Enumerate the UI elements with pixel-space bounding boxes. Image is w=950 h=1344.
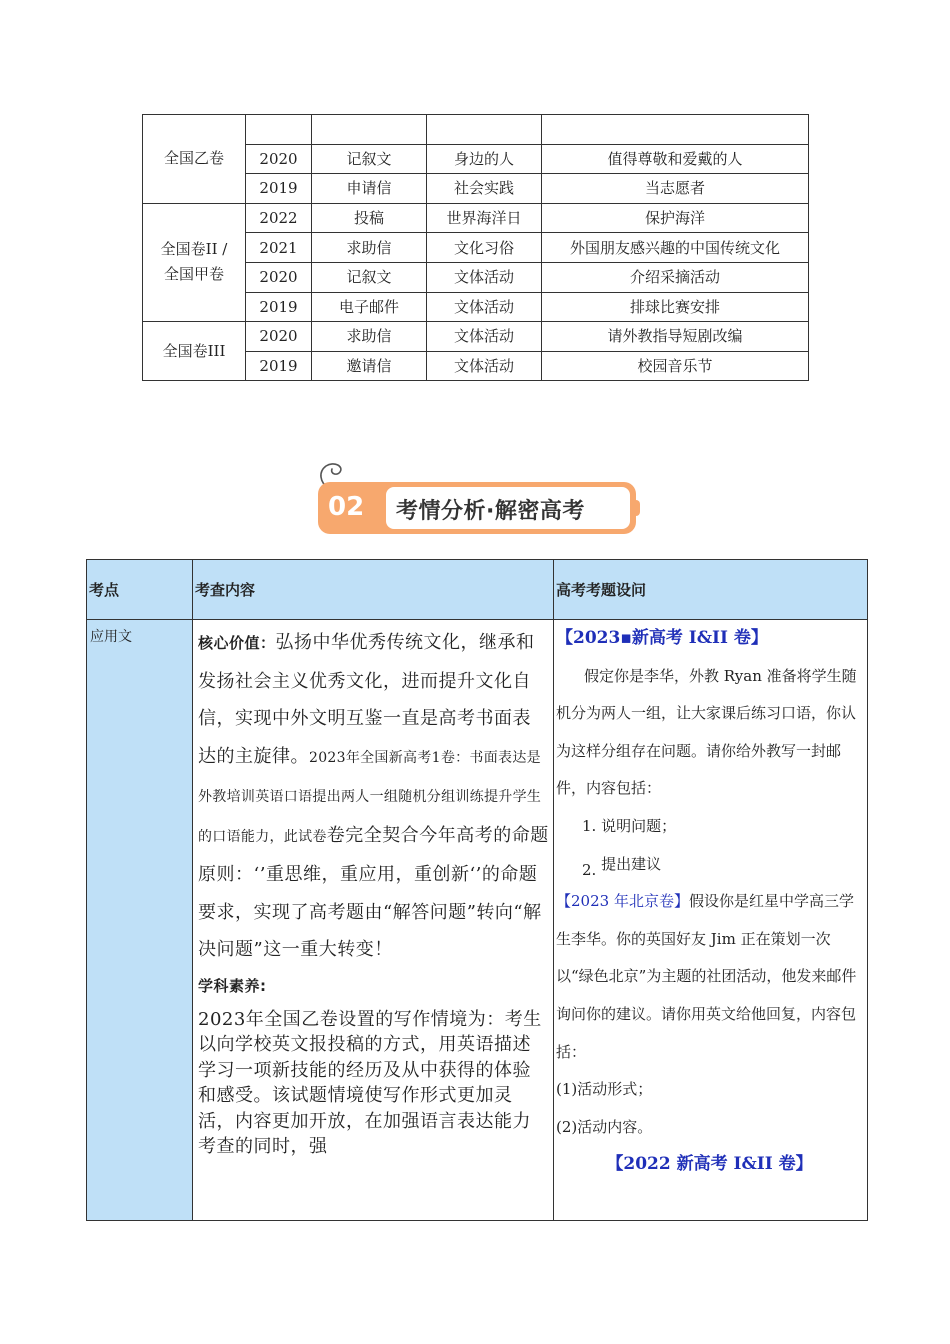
theme-cell: 文体活动 bbox=[427, 262, 542, 292]
content-cell bbox=[193, 620, 554, 1221]
banner-tab bbox=[632, 500, 640, 516]
core-value-text-small: 2023年全国新高考1卷：书面表达是外教培训英语口语提出两人一组随机分组训练提升学生的口语能力，此试卷 bbox=[198, 749, 542, 845]
topic-cell: 介绍采摘活动 bbox=[542, 262, 809, 292]
category-cell: 应用文 bbox=[87, 620, 193, 1221]
topic-cell: 排球比赛安排 bbox=[542, 292, 809, 322]
item-text: 提出建议 bbox=[601, 854, 662, 873]
region-cell bbox=[143, 203, 246, 321]
core-value-label: 核心价值： bbox=[198, 634, 276, 652]
exam-summary-table bbox=[142, 114, 809, 381]
question-item: (1)活动形式； bbox=[556, 1080, 653, 1099]
theme-cell: 文体活动 bbox=[427, 322, 542, 352]
year-cell: 2020 bbox=[246, 144, 312, 174]
region-cell: 全国乙卷 bbox=[143, 115, 246, 204]
literacy-text: 2023年全国乙卷设置的写作情境为：考生以向学校英文报投稿的方式，用英语描述学习一项新技能的经历及从中获得的体验和感受。该试题情境使写作形式更加灵活，内容更加开放，在加强语言表达能力考查的同时，强 bbox=[198, 1008, 542, 1157]
year-cell: 2022 bbox=[246, 203, 312, 233]
region-line: 全国甲卷 bbox=[163, 265, 224, 284]
question-text: 假设你是红星中学高三学生李华。你的英国好友 Jim 正在策划一次以“绿色北京”为主题的社团活动，他发来邮件询问你的建议。请你用英文给他回复，内容包括： bbox=[556, 892, 857, 1061]
content-text bbox=[193, 620, 553, 1160]
table-row bbox=[87, 620, 868, 1221]
header-cell: 高考考题设问 bbox=[554, 560, 868, 620]
empty-cell bbox=[427, 115, 542, 145]
genre-cell: 投稿 bbox=[312, 203, 427, 233]
header-cell: 考查内容 bbox=[193, 560, 554, 620]
literacy-label: 学科素养: bbox=[198, 976, 267, 995]
question-item: (2)活动内容。 bbox=[556, 1117, 653, 1136]
topic-cell: 值得尊敬和爱戴的人 bbox=[542, 144, 809, 174]
year-cell: 2019 bbox=[246, 351, 312, 381]
table-header-row bbox=[87, 560, 868, 620]
theme-cell: 文体活动 bbox=[427, 292, 542, 322]
questions-cell bbox=[554, 620, 868, 1221]
section-number: 02 bbox=[328, 492, 365, 522]
year-cell: 2019 bbox=[246, 174, 312, 204]
analysis-table bbox=[86, 559, 868, 1221]
table-row bbox=[143, 322, 809, 352]
question-title: 【2023 年北京卷】 bbox=[556, 892, 689, 911]
theme-cell: 社会实践 bbox=[427, 174, 542, 204]
year-cell: 2019 bbox=[246, 292, 312, 322]
year-cell: 2020 bbox=[246, 262, 312, 292]
question-block bbox=[556, 883, 863, 1071]
topic-cell: 保护海洋 bbox=[542, 203, 809, 233]
core-value-text: 弘扬中华优秀传统文化，继承和发扬社会主义优秀文化，进而提升文化自信，实现中外文明互鉴一直是高考书面表达的主旋律。 bbox=[198, 632, 535, 767]
section-title: 考情分析·解密高考 bbox=[396, 499, 585, 524]
genre-cell: 记叙文 bbox=[312, 144, 427, 174]
empty-cell bbox=[246, 115, 312, 145]
question-item bbox=[556, 846, 863, 884]
empty-cell bbox=[542, 115, 809, 145]
questions-text bbox=[554, 620, 867, 1184]
genre-cell: 求助信 bbox=[312, 322, 427, 352]
genre-cell: 申请信 bbox=[312, 174, 427, 204]
topic-cell: 校园音乐节 bbox=[542, 351, 809, 381]
theme-cell: 身边的人 bbox=[427, 144, 542, 174]
table-row bbox=[143, 115, 809, 145]
genre-cell: 求助信 bbox=[312, 233, 427, 263]
question-title: 【2022 新高考 I&II 卷】 bbox=[606, 1154, 813, 1175]
topic-cell: 外国朋友感兴趣的中国传统文化 bbox=[542, 233, 809, 263]
year-cell: 2020 bbox=[246, 322, 312, 352]
table-row bbox=[143, 203, 809, 233]
theme-cell: 世界海洋日 bbox=[427, 203, 542, 233]
core-value-text-tail: 卷完全契合今年高考的命题原则：‘’重思维，重应用，重创新‘’的命题要求，实现了高考题由“解答问题”转向“解决问题”这一重大转变！ bbox=[198, 824, 549, 960]
genre-cell: 电子邮件 bbox=[312, 292, 427, 322]
region-line: 全国卷II / bbox=[160, 239, 228, 258]
question-text: 假定你是李华，外教 Ryan 准备将学生随机分为两人一组，让大家课后练习口语，你认为这样分组存在问题。请你给外教写一封邮件，内容包括： bbox=[556, 666, 857, 798]
empty-cell bbox=[312, 115, 427, 145]
genre-cell: 记叙文 bbox=[312, 262, 427, 292]
genre-cell: 邀请信 bbox=[312, 351, 427, 381]
item-number: 2. bbox=[582, 860, 597, 879]
header-cell: 考点 bbox=[87, 560, 193, 620]
theme-cell: 文体活动 bbox=[427, 351, 542, 381]
year-cell: 2021 bbox=[246, 233, 312, 263]
topic-cell: 当志愿者 bbox=[542, 174, 809, 204]
question-title: 【2023▪新高考 I&II 卷】 bbox=[556, 628, 768, 648]
section-banner bbox=[314, 458, 640, 540]
theme-cell: 文化习俗 bbox=[427, 233, 542, 263]
topic-cell: 请外教指导短剧改编 bbox=[542, 322, 809, 352]
region-cell: 全国卷III bbox=[143, 322, 246, 381]
question-item: 1. 说明问题； bbox=[582, 816, 677, 835]
